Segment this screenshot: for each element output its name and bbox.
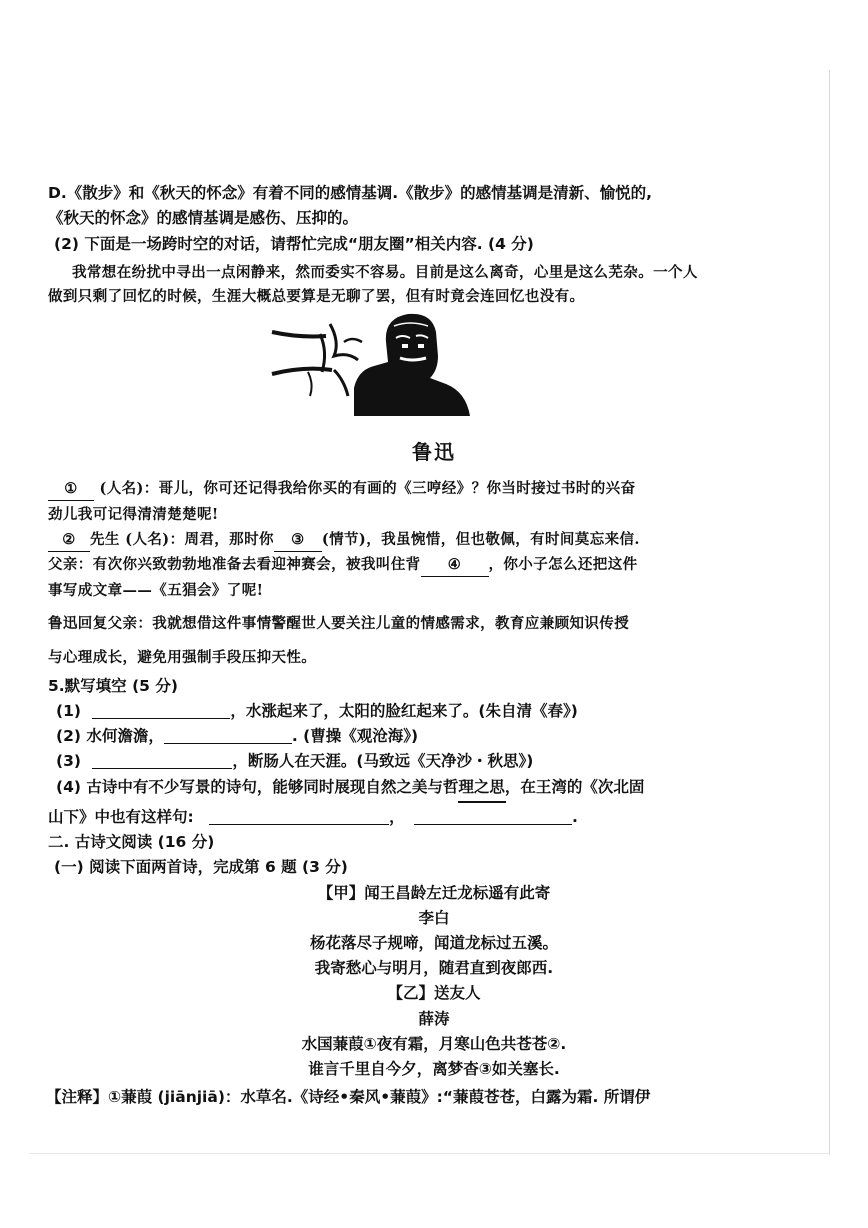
- item-text: ，水涨起来了，太阳的脸红起来了。(朱自清《春》): [230, 702, 578, 720]
- option-d-line: D.《散步》和《秋天的怀念》有着不同的感情基调.《散步》的感情基调是清新、愉悦的,: [48, 184, 653, 202]
- section-heading: 5.默写填空 (5 分): [48, 677, 178, 695]
- poem-author: 薛涛: [418, 1010, 450, 1028]
- quote-text: 我常想在纷扰中寻出一点闲静来，然而委实不容易。目前是这么离奇，心里是这么芜杂。一个人: [72, 264, 698, 281]
- punctuation: ，: [389, 808, 405, 826]
- page-edge: [30, 1153, 830, 1154]
- lu-xun-portrait-image: [270, 312, 476, 416]
- dictation-item: [56, 750, 533, 772]
- blank-1[interactable]: ①: [48, 478, 94, 501]
- dialogue-text: 先生 (人名)：周君，那时你: [90, 531, 274, 548]
- answer-blank-4a[interactable]: [209, 808, 389, 825]
- blank-2[interactable]: ②: [48, 529, 90, 552]
- answer-blank-2[interactable]: [164, 727, 292, 744]
- dictation-item: (4) 古诗中有不少写景的诗句，能够同时展现自然之美与哲理之思，在王湾的《次北固: [56, 778, 645, 796]
- author-name-title: 鲁迅: [412, 440, 456, 464]
- annotation-text: ①蒹葭 (jiānjiā)：水草名.《诗经•秦风•蒹葭》:“蒹葭苍苍，白露为霜. 所谓伊: [108, 1088, 651, 1106]
- dialogue-text: 父亲：有次你兴致勃勃地准备去看迎神赛会，被我叫住背: [48, 556, 421, 573]
- blank-4[interactable]: ④: [421, 554, 489, 577]
- answer-blank-3[interactable]: [92, 752, 232, 769]
- dialogue-line: [48, 529, 640, 552]
- option-d-line: 《秋天的怀念》的感情基调是感伤、压抑的。: [48, 209, 359, 227]
- dialogue-line: 事写成文章——《五猖会》了呢!: [48, 582, 264, 599]
- item-text: 山下》中也有这样句:: [48, 808, 194, 826]
- blank-3[interactable]: ③: [274, 529, 322, 552]
- dialogue-line: 与心理成长，避免用强制手段压抑天性。: [48, 649, 317, 666]
- emphasis-underline: [458, 801, 506, 803]
- dialogue-line: 劲儿我可记得清清楚楚呢!: [48, 506, 219, 523]
- dialogue-line: 鲁迅回复父亲：我就想借这件事情警醒世人要关注儿童的情感需求，教育应兼顾知识传授: [48, 615, 630, 632]
- poem-line: 我寄愁心与明月，随君直到夜郎西.: [314, 959, 554, 977]
- punctuation: .: [572, 808, 578, 826]
- dialogue-line: [48, 554, 638, 577]
- dictation-item: [48, 806, 578, 828]
- item-number: (3): [56, 752, 81, 770]
- annotation: [46, 1086, 650, 1108]
- dialogue-text: ，你小子怎么还把这件: [488, 556, 638, 573]
- poem-author: 李白: [418, 909, 450, 927]
- dialogue-text: (情节)，我虽惋惜，但也敬佩，有时间莫忘来信.: [321, 531, 640, 548]
- item-number: (1): [56, 702, 81, 720]
- question-prompt: (2) 下面是一场跨时空的对话，请帮忙完成“朋友圈”相关内容. (4 分): [54, 235, 534, 253]
- quote-text: 做到只剩了回忆的时候，生涯大概总要算是无聊了罢，但有时竟会连回忆也没有。: [48, 288, 585, 305]
- poem-line: 水国蒹葭①夜有霜，月寒山色共苍苍②.: [301, 1035, 567, 1053]
- section-heading: 二. 古诗文阅读 (16 分): [48, 833, 215, 851]
- poem-title: 【甲】闻王昌龄左迁龙标遥有此寄: [317, 884, 551, 902]
- dialogue-text: (人名)：哥儿，你可还记得我给你买的有画的《三哼经》？你当时接过书时的兴奋: [99, 480, 636, 497]
- item-text: . (曹操《观沧海》): [291, 727, 419, 745]
- answer-blank-4b[interactable]: [414, 808, 572, 825]
- annotation-label: 【注释】: [46, 1088, 109, 1106]
- item-text: ，断肠人在天涯。(马致远《天净沙・秋思》): [232, 752, 534, 770]
- dialogue-line: [48, 478, 635, 501]
- poem-line: 谁言千里自今夕，离梦杳③如关塞长.: [308, 1060, 560, 1078]
- dictation-item: [56, 725, 418, 747]
- item-text: (2) 水何澹澹，: [56, 727, 164, 745]
- poem-line: 杨花落尽子规啼，闻道龙标过五溪。: [309, 934, 558, 952]
- answer-blank-1[interactable]: [92, 702, 230, 719]
- poem-title: 【乙】送友人: [387, 984, 481, 1002]
- dictation-item: [56, 700, 578, 722]
- subsection-heading: (一) 阅读下面两首诗，完成第 6 题 (3 分): [54, 858, 348, 876]
